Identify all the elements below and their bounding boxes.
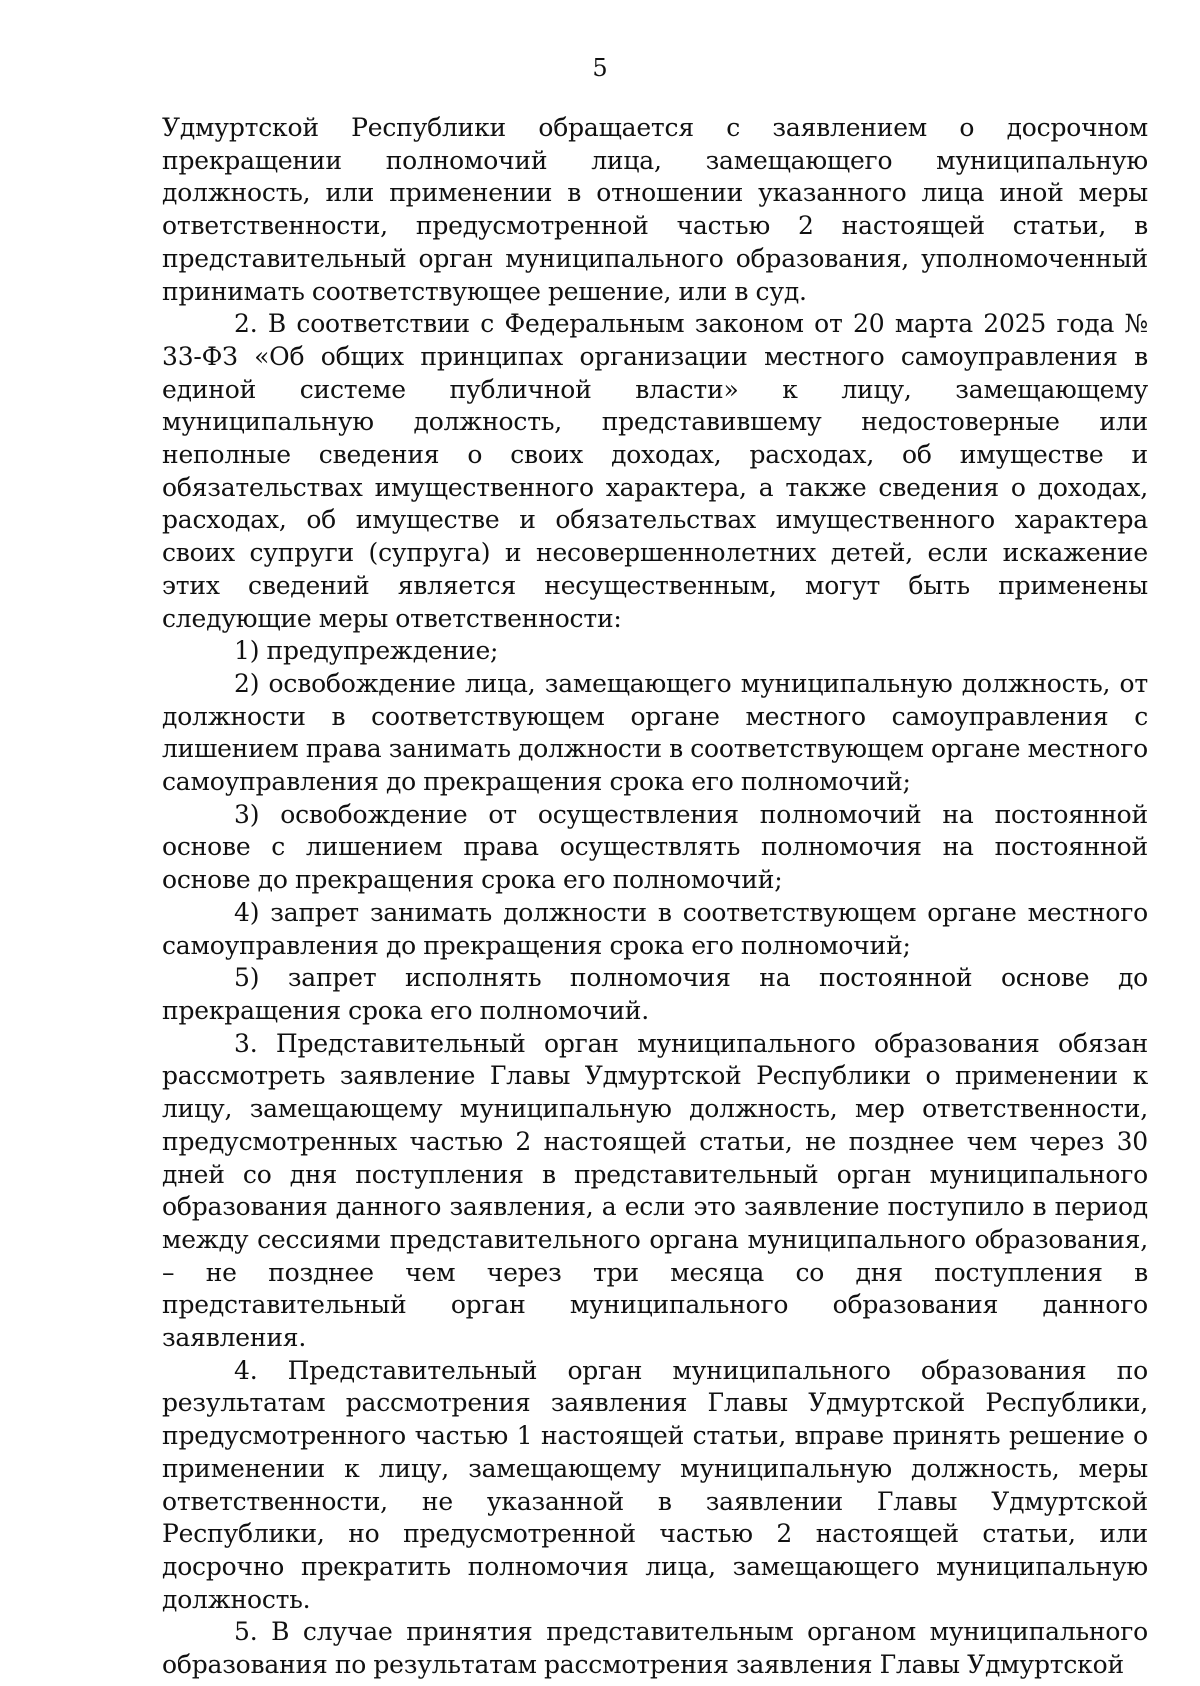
list-item-3: 3) освобождение от осуществления полномочий на постоянной основе с лишением права осуществлять полномочия на постоянной основе до прекращения срока его полномочий;	[162, 799, 1148, 895]
paragraph-continuation: Удмуртской Республики обращается с заявлением о досрочном прекращении полномочий лица, замещающего муниципальную должность, или применении в отношении указанного лица иной меры ответственности, предусмотренной частью 2 настоящей статьи, в представительный орган муниципального образования, уполномоченный принимать соответствующее решение, или в суд.	[162, 113, 1148, 306]
paragraph-part-4: 4. Представительный орган муниципального образования по результатам рассмотрения заявления Главы Удмуртской Республики, предусмотренного частью 1 настоящей статьи, вправе принять решение о применении к лицу, замещающему муниципальную должность, меры ответственности, не указанной в заявлении Главы Удмуртской Республики, но предусмотренной частью 2 настоящей статьи, или досрочно прекратить полномочия лица, замещающего муниципальную должность.	[162, 1355, 1148, 1614]
list-item-4: 4) запрет занимать должности в соответствующем органе местного самоуправления до прекращения срока его полномочий;	[162, 897, 1148, 960]
paragraph-part-3: 3. Представительный орган муниципального образования обязан рассмотреть заявление Главы Удмуртской Республики о применении к лицу, замещающему муниципальную должность, мер ответственности, предусмотренных частью 2 настоящей статьи, не позднее чем через 30 дней со дня поступления в представительный орган муниципального образования данного заявления, а если это заявление поступило в период между сессиями представительного органа муниципального образования, – не позднее чем через три месяца со дня поступления в представительный орган муниципального образования данного заявления.	[162, 1028, 1148, 1353]
paragraph-part-2: 2. В соответствии с Федеральным законом от 20 марта 2025 года № 33-ФЗ «Об общих принципах организации местного самоуправления в единой системе публичной власти» к лицу, замещающему муниципальную должность, представившему недостоверные или неполные сведения о своих доходах, расходах, об имуществе и обязательствах имущественного характера, а также сведения о доходах, расходах, об имуществе и обязательствах имущественного характера своих супруги (супруга) и несовершеннолетних детей, если искажение этих сведений является несущественным, могут быть применены следующие меры ответственности:	[162, 309, 1148, 633]
paragraph-part-5: 5. В случае принятия представительным органом муниципального образования по результатам рассмотрения заявления Главы Удмуртской	[162, 1617, 1148, 1680]
list-item-1: 1) предупреждение;	[234, 636, 499, 666]
document-body	[162, 112, 1148, 1682]
list-item-5: 5) запрет исполнять полномочия на постоянной основе до прекращения срока его полномочий.	[162, 963, 1148, 1025]
list-item-2: 2) освобождение лица, замещающего муниципальную должность, от должности в соответствующем органе местного самоуправления с лишением права занимать должности в соответствующем органе местного самоуправления до прекращения срока его полномочий;	[162, 668, 1148, 797]
page-number: 5	[592, 54, 608, 82]
